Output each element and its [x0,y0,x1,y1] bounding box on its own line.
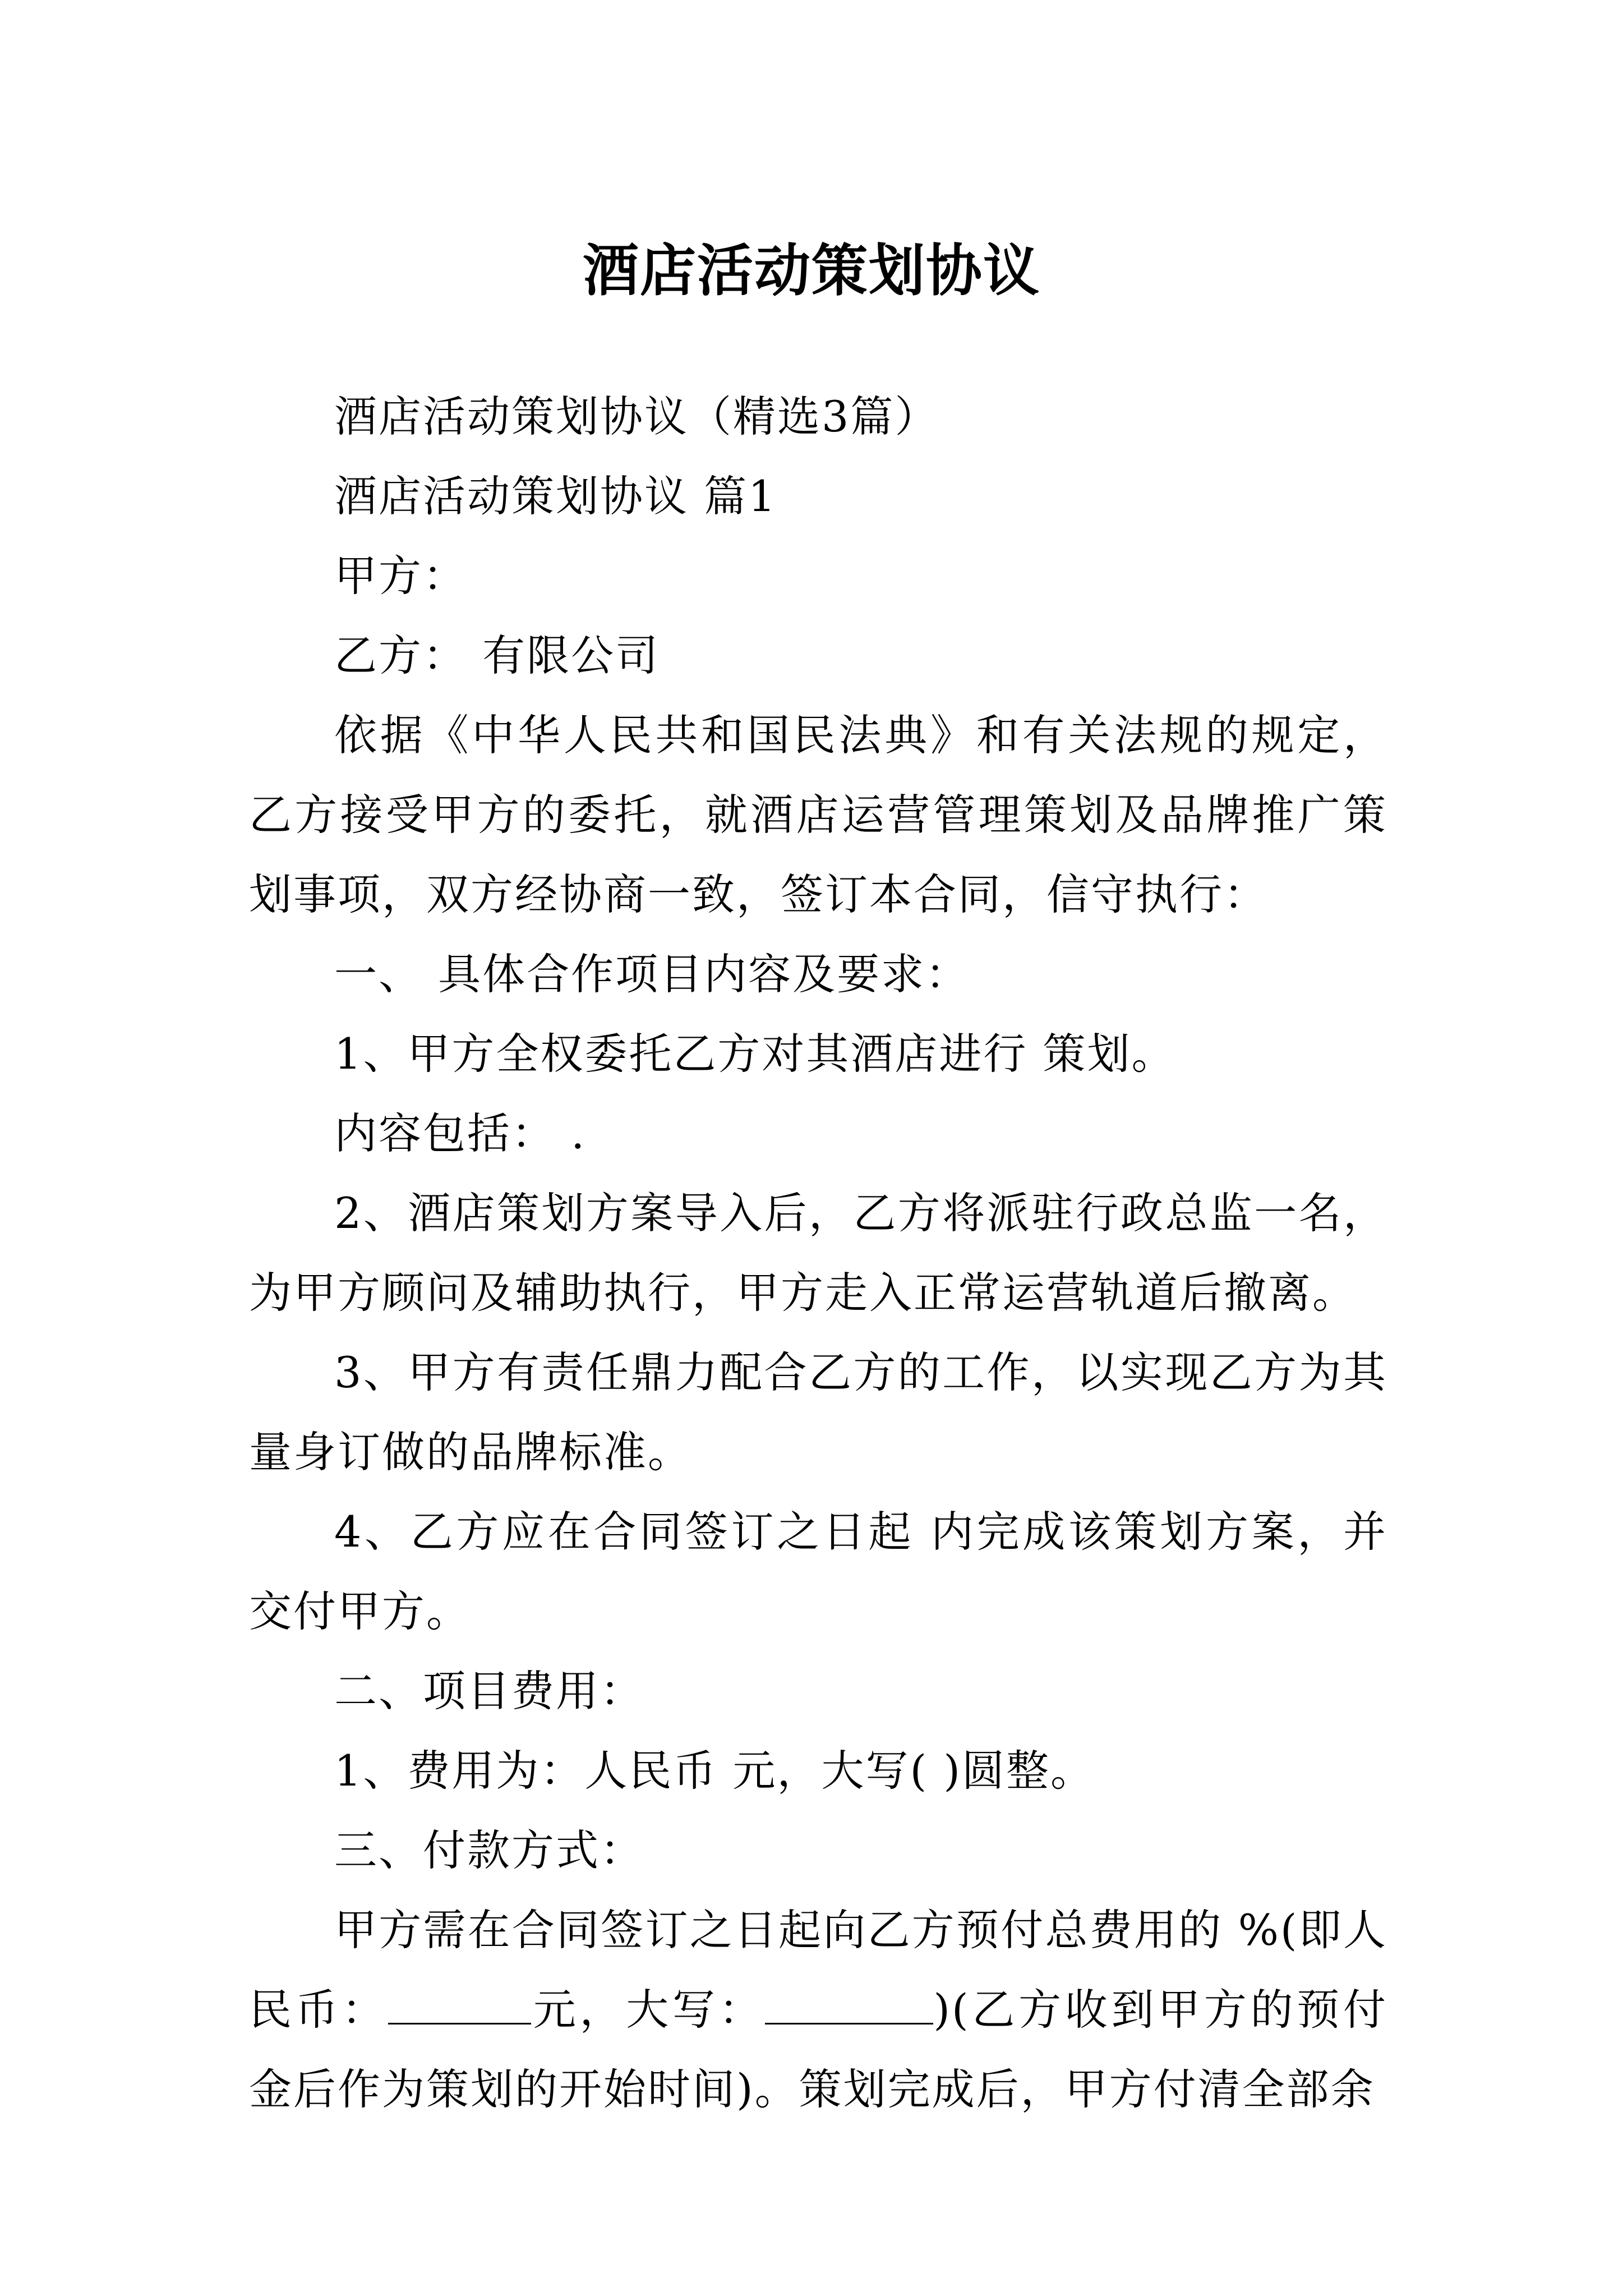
paragraph-clause-3-heading: 三、付款方式： [334,1825,644,1875]
document-body [249,377,1387,2129]
paragraph-payment-terms [249,1890,1387,2129]
paragraph-party-a: 甲方： [334,551,467,601]
paragraph-content-includes: 内容包括： . [334,1108,587,1158]
payment-text-part-1: 甲方需在合同签订之日起向乙方预付总费用的 %(即人民币： [249,1905,1387,2035]
paragraph-clause-1-heading: 一、 具体合作项目内容及要求： [334,949,970,999]
paragraph-clause-1-item-1: 1、甲方全权委托乙方对其酒店进行 策划。 [334,1029,1176,1079]
amount-words-blank-underline [765,1989,933,2024]
payment-text-part-3: )(乙方收到甲方的预付金后作为策划的开始时间)。策划完成后，甲方付清全部余 [249,1985,1388,2114]
paragraph-preamble: 依据《中华人民共和国民法典》和有关法规的规定，乙方接受甲方的委托，就酒店运营管理策划及品牌推广策划事项，双方经协商一致，签订本合同，信守执行： [249,710,1387,919]
paragraph-section-heading: 酒店活动策划协议 篇1 [334,471,777,521]
paragraph-party-b: 乙方： 有限公司 [334,631,660,680]
document-title: 酒店活动策划协议 [583,237,1040,303]
paragraph-clause-2-heading: 二、项目费用： [334,1666,644,1716]
paragraph-clause-2-item-1: 1、费用为：人民币 元，大写( )圆整。 [334,1746,1095,1796]
amount-blank-underline [388,1989,531,2024]
paragraph-clause-1-item-4: 4、乙方应在合同签订之日起 内完成该策划方案，并交付甲方。 [249,1507,1387,1636]
paragraph-clause-1-item-3: 3、甲方有责任鼎力配合乙方的工作，以实现乙方为其量身订做的品牌标准。 [249,1347,1387,1477]
paragraph-subtitle: 酒店活动策划协议（精选3篇） [334,392,939,441]
payment-text-part-2: 元，大写： [531,1985,766,2035]
paragraph-clause-1-item-2: 2、酒店策划方案导入后，乙方将派驻行政总监一名，为甲方顾问及辅助执行，甲方走入正常运营轨道后撤离。 [249,1188,1387,1318]
